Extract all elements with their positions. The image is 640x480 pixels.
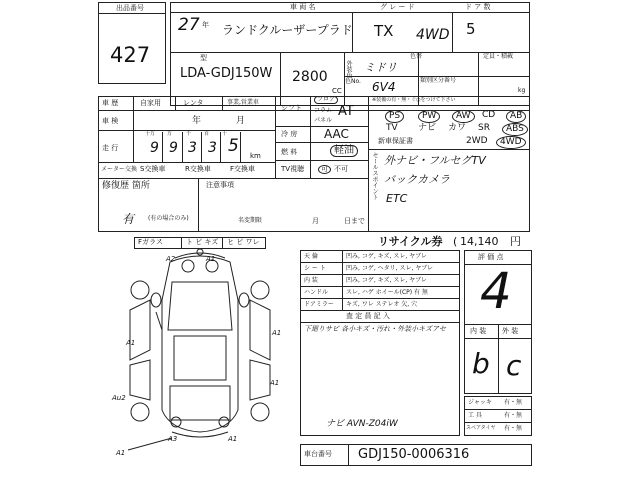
shift-opt-panel: パネル (314, 117, 333, 124)
mark-a1-left: A1 (126, 339, 136, 347)
repair-value: 有 (122, 212, 135, 226)
kg-label: kg (518, 87, 526, 94)
mark-a1-rear: A1 (270, 379, 280, 387)
digit-head-1: 万 (167, 131, 173, 137)
model-code: LDA-GDJ150W (180, 66, 273, 81)
drive-opt-2wd: 2WD (466, 136, 488, 146)
grade-value: TX (374, 22, 394, 40)
mark-a1-rear-right: A1 (228, 435, 238, 443)
insp-label-1: シ ー ト (304, 265, 326, 272)
tv-opt-no: 不可 (334, 165, 348, 173)
score-label: 評 価 点 (478, 253, 504, 261)
mark-a1-right: A1 (272, 329, 282, 337)
tool-jack-opt: 有・無 (504, 399, 523, 406)
mileage-title: 走 行 (102, 144, 119, 152)
tool-tools-label: 工 具 (468, 412, 482, 419)
repair-label: 修復歴 箇所 (102, 181, 150, 191)
equip-sr: SR (478, 123, 490, 133)
equip-navi: ナビ (418, 123, 437, 133)
model-name: ランドクルーザープラド (222, 23, 353, 37)
meter-opt-r: R交換車 (185, 165, 211, 173)
new-car-warranty-label: 新車保証書 (378, 137, 413, 145)
insp-label-0: 天 倫 (304, 253, 318, 260)
model-suffix: 型 (200, 54, 207, 62)
record-note: 下廻りサビ 各小キズ・汚れ・外装小キズアセ (304, 325, 446, 333)
mileage-digit-3: 3 (208, 140, 217, 156)
meter-opt-s: S交換車 (140, 165, 166, 173)
tool-jack-label: ジャッキ (468, 399, 492, 406)
sales-point-2: バックカメラ (384, 173, 450, 186)
equip-aw: AW (452, 110, 475, 123)
insp-label-2: 内 装 (304, 277, 318, 284)
notes-label: 注意事項 (206, 181, 234, 189)
exterior-label: 外装色 (345, 60, 352, 78)
history-opt-rental: レンタ (183, 99, 204, 107)
tool-tools-opt: 有・無 (504, 412, 523, 419)
inspection-label: 車 検 (102, 117, 119, 125)
sales-point-1: 外ナビ・フルセグTV (384, 154, 486, 167)
recycle-label: リサイクル券 (378, 235, 443, 248)
tool-spare-opt: 有・無 (504, 425, 523, 432)
grade-header: グ レ ー ド (380, 3, 415, 11)
sales-point-3: ETC (386, 192, 408, 205)
recycle-open: ( (453, 235, 458, 248)
color-code: 6V4 (372, 80, 396, 94)
mark-a1-mid: A1 (116, 449, 126, 457)
glass-label-f: Fガラス (138, 238, 163, 246)
recycle-unit: 円 (510, 235, 521, 248)
drive-opt-4wd: 4WD (496, 136, 526, 149)
equip-cd: CD (482, 110, 496, 120)
signature-label: 名変期限 (238, 217, 263, 224)
meter-label: メーター交換 (101, 166, 138, 173)
equip-abs: ABS (502, 123, 528, 136)
record-label: 査 定 員 記 入 (346, 312, 390, 320)
insp-items-0: 凹み, コゲ, キズ, スレ, ヤブレ (346, 253, 427, 260)
insp-label-3: ハンドル (304, 289, 329, 296)
color-value: ミドリ (364, 61, 397, 74)
vehicle-header: 車 両 名 (290, 3, 316, 11)
insp-label-4: ドアミラー (304, 301, 334, 308)
equip-pw: PW (418, 110, 440, 123)
cc-label: CC (332, 87, 342, 95)
tv-opt-yes: 可 (318, 165, 331, 174)
vehicle-year: 27 (178, 15, 200, 35)
score-interior: b (472, 347, 490, 380)
equip-ps: PS (385, 110, 404, 123)
displacement: 2800 (292, 69, 328, 85)
lot-number: 427 (110, 43, 151, 67)
digit-head-4: 十 (222, 131, 228, 137)
mark-au2: Au2 (112, 394, 126, 402)
color-change-label: 色替 (410, 53, 423, 60)
lot-label: 出品番号 (116, 4, 144, 12)
meter-opt-f: F交換車 (230, 165, 256, 173)
insp-items-2: 凹み, コゲ, キズ, スレ, ヤブレ (346, 277, 427, 284)
inspection-month: 月 (236, 116, 246, 126)
ac-label: 冷 房 (281, 130, 298, 138)
equip-ab: AB (506, 110, 526, 123)
day-end: 日まで (344, 217, 365, 225)
capacity-label: 定員・積載 (483, 53, 514, 60)
navi-model: ナビ AVN-Z04iW (326, 419, 398, 429)
doors-value: 5 (466, 20, 476, 38)
year-unit: 年 (202, 21, 209, 29)
digit-head-2: 千 (186, 131, 192, 137)
score-exterior-label: 外 装 (502, 327, 519, 335)
sales-point-label: セールスポイント (371, 152, 378, 200)
glass-label-chip: ト ビ キズ (186, 238, 219, 246)
mileage-digit-2: 3 (188, 140, 197, 156)
repair-note: (有の場合のみ) (148, 215, 189, 222)
mileage-digit-1: 9 (169, 140, 178, 156)
digit-head-0: 十万 (145, 131, 156, 137)
insp-items-4: キズ, ワレ ステレオ 欠, 穴 (346, 301, 418, 308)
history-label: 車 歴 (102, 99, 119, 107)
ac-value: AAC (324, 127, 349, 141)
shift-label: シフト (281, 104, 302, 112)
mileage-digit-4: 5 (228, 136, 239, 156)
digit-head-3: 百 (204, 131, 210, 137)
insp-items-3: スレ, ハゲ ホイール(CP) 有 無 (346, 289, 428, 296)
equipment-header: ※装備の有・無・ぐ○をつけて下さい (372, 97, 456, 103)
tv-label: TV視聴 (281, 165, 305, 173)
chassis-value: GDJ150-0006316 (358, 447, 470, 462)
history-opt-business: 事業,営業車 (227, 99, 259, 106)
mark-a2: A2 (166, 255, 176, 263)
drive-value: 4WD (416, 27, 450, 43)
shift-opt-floor: フロア (314, 96, 338, 104)
inspection-year: 年 (192, 116, 202, 126)
mark-a3: A3 (168, 435, 178, 443)
fuel-value: 軽油 (330, 145, 358, 157)
shift-opt-column: コラム (314, 107, 332, 114)
month-end: 月 (312, 217, 319, 225)
class-label: 類別区分番号 (420, 77, 457, 84)
history-opt-private: 自家用 (140, 99, 161, 107)
score-overall: 4 (480, 262, 512, 320)
mileage-digit-0: 9 (150, 140, 159, 156)
fuel-label: 燃 料 (281, 148, 298, 156)
tool-spare-label: スペアタイヤ (466, 425, 496, 431)
equip-leather: カワ (448, 123, 467, 133)
equip-tv: TV (386, 123, 398, 133)
score-exterior: c (506, 349, 522, 382)
mark-a1-front: A1 (206, 255, 216, 263)
doors-header: ド ア 数 (465, 3, 491, 11)
recycle-amount: 14,140 (460, 235, 499, 248)
insp-items-1: 凹み, コゲ, ヘタリ, スレ, ヤブレ (346, 265, 434, 272)
glass-label-crack: ヒ ビ ワレ (227, 238, 260, 246)
score-interior-label: 内 装 (470, 327, 487, 335)
chassis-label: 車台番号 (304, 450, 332, 458)
km-label: km (250, 152, 261, 160)
shift-value: AT (338, 104, 354, 119)
color-code-label: 色No. (345, 78, 361, 85)
